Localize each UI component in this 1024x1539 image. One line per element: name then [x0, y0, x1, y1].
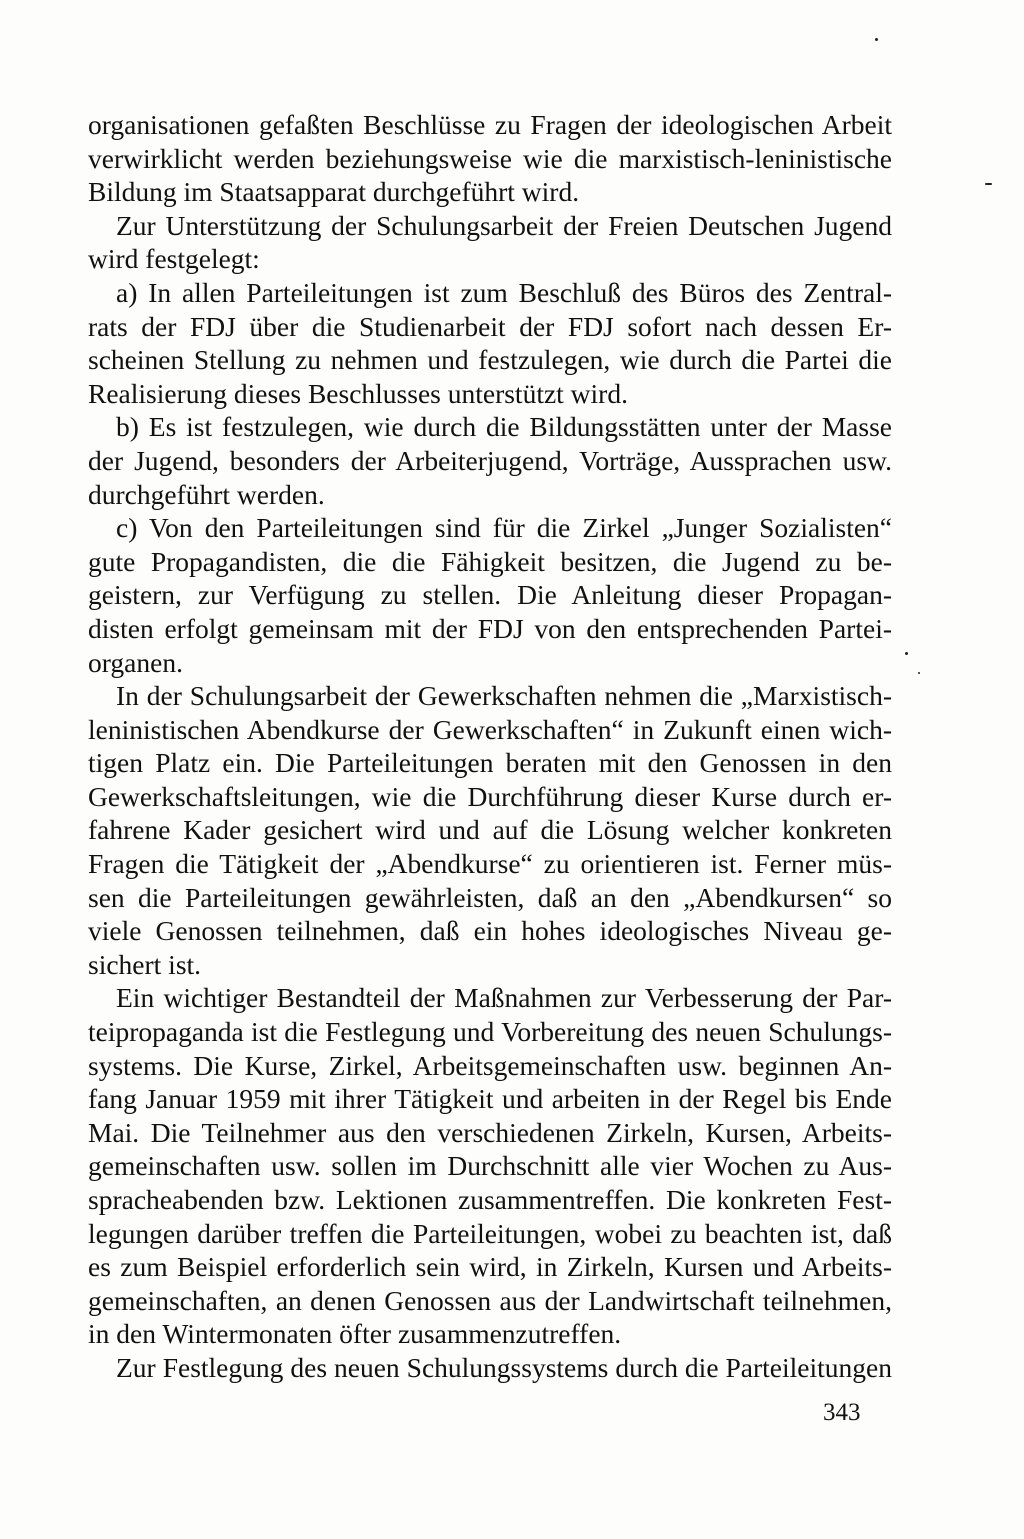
scan-speck — [875, 38, 878, 41]
text-line: teipropaganda ist die Festlegung und Vorbereitung des neuen Schulungs- — [88, 1016, 892, 1048]
text-line: In der Schulungsarbeit der Gewerkschaften nehmen die „Marxistisch- — [116, 680, 892, 712]
text-line: organen. — [88, 646, 183, 678]
text-line: Zur Festlegung des neuen Schulungssystems durch die Parteileitungen — [116, 1351, 892, 1383]
text-line: der Jugend, besonders der Arbeiterjugend, Vorträge, Aussprachen usw. — [88, 444, 892, 476]
scan-speck — [918, 672, 920, 674]
text-line: scheinen Stellung zu nehmen und festzulegen, wie durch die Partei die — [88, 344, 892, 376]
text-line: Gewerkschaftsleitungen, wie die Durchführung dieser Kurse durch er- — [88, 780, 892, 812]
text-line: rats der FDJ über die Studienarbeit der FDJ sofort nach dessen Er- — [88, 310, 892, 342]
scan-speck — [985, 183, 992, 185]
text-line: systems. Die Kurse, Zirkel, Arbeitsgemeinschaften usw. beginnen An- — [88, 1049, 892, 1081]
text-line: c) Von den Parteileitungen sind für die Zirkel „Junger Sozialisten“ — [116, 512, 892, 544]
scan-speck — [905, 652, 908, 655]
text-line: wird festgelegt: — [88, 243, 260, 275]
text-line: a) In allen Parteileitungen ist zum Beschluß des Büros des Zentral- — [116, 276, 892, 308]
text-line: gemeinschaften, an denen Genossen aus der Landwirtschaft teilnehmen, — [88, 1284, 892, 1316]
text-line: Zur Unterstützung der Schulungsarbeit der Freien Deutschen Jugend — [116, 209, 892, 241]
text-line: sichert ist. — [88, 948, 202, 980]
text-line: tigen Platz ein. Die Parteileitungen beraten mit den Genossen in den — [88, 747, 892, 779]
body-text — [88, 108, 892, 1385]
text-line: Mai. Die Teilnehmer aus den verschiedenen Zirkeln, Kursen, Arbeits- — [88, 1116, 892, 1148]
text-line: geistern, zur Verfügung zu stellen. Die Anleitung dieser Propagan- — [88, 579, 892, 611]
text-line: fahrene Kader gesichert wird und auf die Lösung welcher konkreten — [88, 814, 892, 846]
text-line: Fragen die Tätigkeit der „Abendkurse“ zu orientieren ist. Ferner müs- — [88, 848, 892, 880]
text-line: verwirklicht werden beziehungsweise wie die marxistisch-leninistische — [88, 142, 892, 174]
text-line: spracheabenden bzw. Lektionen zusammentreffen. Die konkreten Fest- — [88, 1184, 892, 1215]
text-line: gute Propagandisten, die die Fähigkeit besitzen, die Jugend zu be- — [88, 545, 892, 577]
text-line: sen die Parteileitungen gewährleisten, daß an den „Abendkursen“ so — [88, 881, 892, 913]
text-line: viele Genossen teilnehmen, daß ein hohes ideologisches Niveau ge- — [88, 915, 892, 947]
page-number: 343 — [823, 1399, 861, 1426]
text-line: durchgeführt werden. — [88, 478, 325, 510]
text-line: gemeinschaften usw. sollen im Durchschnitt alle vier Wochen zu Aus- — [88, 1150, 892, 1182]
text-line: fang Januar 1959 mit ihrer Tätigkeit und arbeiten in der Regel bis Ende — [88, 1083, 892, 1115]
text-line: Ein wichtiger Bestandteil der Maßnahmen zur Verbesserung der Par- — [116, 982, 892, 1014]
text-line: leninistischen Abendkurse der Gewerkschaften“ in Zukunft einen wich- — [88, 713, 892, 745]
text-line: organisationen gefaßten Beschlüsse zu Fragen der ideologischen Arbeit — [88, 109, 892, 140]
text-line: disten erfolgt gemeinsam mit der FDJ von den entsprechenden Partei- — [88, 612, 892, 644]
text-line: b) Es ist festzulegen, wie durch die Bildungsstätten unter der Masse — [116, 411, 892, 443]
text-line: in den Wintermonaten öfter zusammenzutreffen. — [88, 1318, 622, 1350]
text-line: legungen darüber treffen die Parteileitungen, wobei zu beachten ist, daß — [88, 1217, 892, 1249]
text-line: Bildung im Staatsapparat durchgeführt wird. — [88, 176, 580, 208]
text-line: es zum Beispiel erforderlich sein wird, in Zirkeln, Kursen und Arbeits- — [88, 1251, 892, 1283]
text-line: Realisierung dieses Beschlusses unterstützt wird. — [88, 377, 628, 409]
